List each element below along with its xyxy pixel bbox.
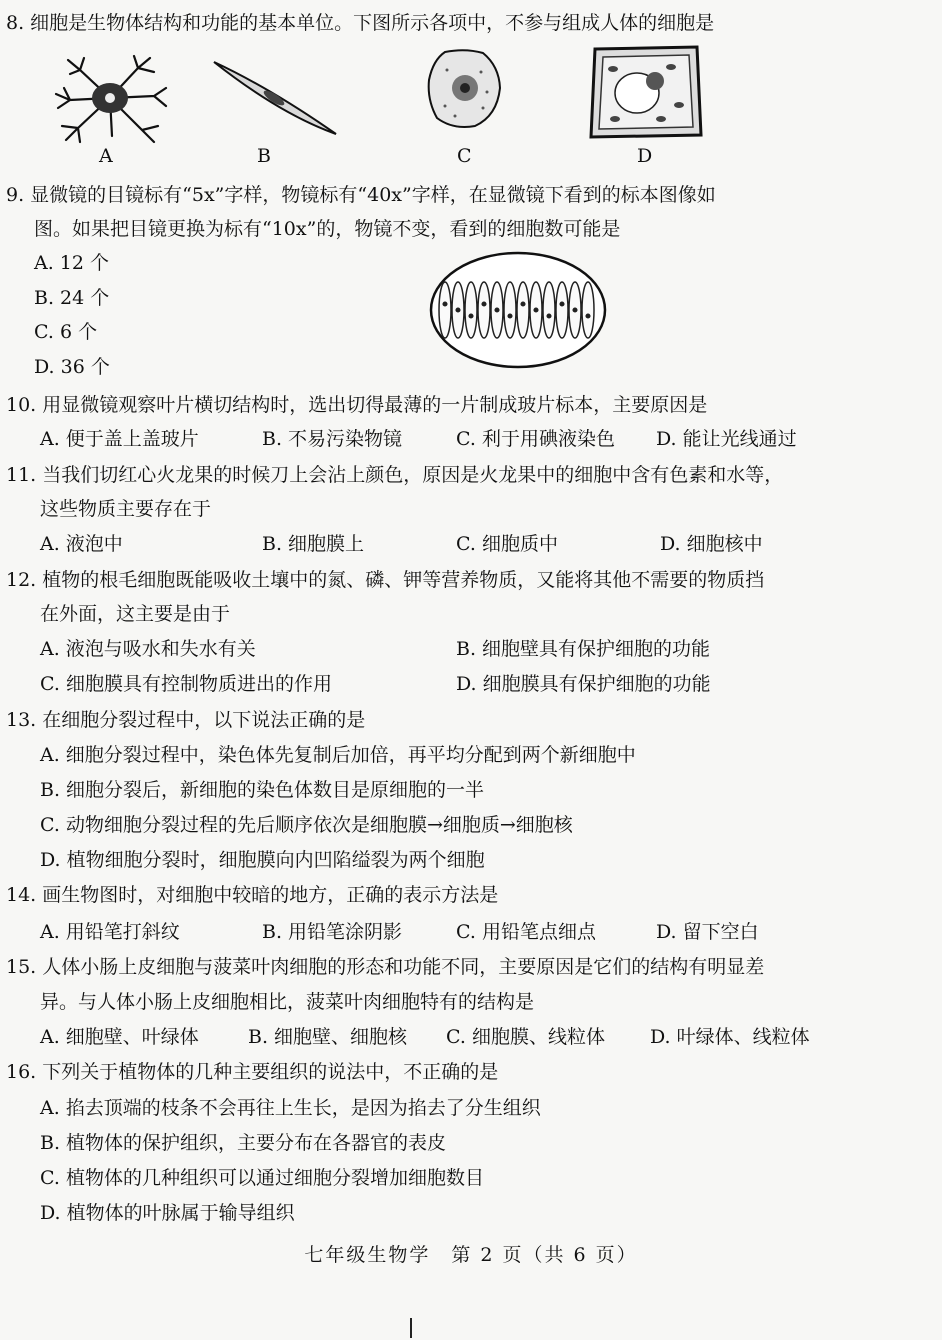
cell-nucleus-dot [573, 308, 577, 312]
q16-stem: 16. 下列关于植物体的几种主要组织的说法中，不正确的是 [6, 1061, 499, 1083]
q13-option-d[interactable]: D. 植物细胞分裂时，细胞膜向内凹陷缢裂为两个细胞 [40, 849, 485, 871]
cell-nucleus-dot [508, 314, 512, 318]
plant-cell-figure [585, 45, 705, 140]
q14-option-d[interactable]: D. 留下空白 [656, 921, 759, 943]
q15-stem-line2: 异。与人体小肠上皮细胞相比，菠菜叶肉细胞特有的结构是 [40, 991, 535, 1013]
q16-option-b[interactable]: B. 植物体的保护组织，主要分布在各器官的表皮 [40, 1132, 447, 1154]
figure-label-a: A [99, 145, 113, 167]
figure-label-d: D [637, 145, 653, 167]
q11-option-c[interactable]: C. 细胞质中 [456, 533, 558, 555]
q10-option-b[interactable]: B. 不易污染物镜 [262, 428, 403, 450]
cell-nucleus-dot [482, 302, 486, 306]
microscope-cell [556, 282, 568, 338]
q11-stem-line1: 11. 当我们切红心火龙果的时候刀上会沾上颜色，原因是火龙果中的细胞中含有色素和水等， [6, 464, 784, 486]
q8-stem: 8. 细胞是生物体结构和功能的基本单位。下图所示各项中，不参与组成人体的细胞是 [6, 12, 715, 34]
q9-option-c[interactable]: C. 6 个 [34, 321, 98, 343]
cell-nucleus-dot [547, 314, 551, 318]
q10-option-c[interactable]: C. 利于用碘液染色 [456, 428, 615, 450]
q15-option-a[interactable]: A. 细胞壁、叶绿体 [40, 1026, 199, 1048]
q11-option-b[interactable]: B. 细胞膜上 [262, 533, 365, 555]
microscope-view-figure [428, 250, 608, 370]
q9-option-d[interactable]: D. 36 个 [34, 356, 110, 378]
q11-stem-line2: 这些物质主要存在于 [40, 498, 212, 520]
q12-option-d[interactable]: D. 细胞膜具有保护细胞的功能 [456, 673, 711, 695]
q12-option-a[interactable]: A. 液泡与吸水和失水有关 [40, 638, 256, 660]
q15-option-d[interactable]: D. 叶绿体、线粒体 [650, 1026, 810, 1048]
q11-option-a[interactable]: A. 液泡中 [40, 533, 123, 555]
q14-stem: 14. 画生物图时，对细胞中较暗的地方，正确的表示方法是 [6, 884, 499, 906]
microscope-cell [543, 282, 555, 338]
cell-nucleus-dot [443, 302, 447, 306]
q16-option-d[interactable]: D. 植物体的叶脉属于输导组织 [40, 1202, 295, 1224]
q11-option-d[interactable]: D. 细胞核中 [660, 533, 763, 555]
microscope-cell [504, 282, 516, 338]
microscope-cell [582, 282, 594, 338]
microscope-cell [465, 282, 477, 338]
q9-stem-line2: 图。如果把目镜更换为标有“10x”的，物镜不变，看到的细胞数可能是 [34, 218, 621, 240]
q15-option-b[interactable]: B. 细胞壁、细胞核 [248, 1026, 408, 1048]
q13-option-a[interactable]: A. 细胞分裂过程中，染色体先复制后加倍，再平均分配到两个新细胞中 [40, 744, 636, 766]
cell-nucleus-dot [495, 308, 499, 312]
q14-option-c[interactable]: C. 用铅笔点细点 [456, 921, 596, 943]
cell-nucleus-dot [469, 314, 473, 318]
q15-option-c[interactable]: C. 细胞膜、线粒体 [446, 1026, 605, 1048]
microscope-cell [439, 282, 451, 338]
q14-option-b[interactable]: B. 用铅笔涂阴影 [262, 921, 403, 943]
q10-option-a[interactable]: A. 便于盖上盖玻片 [40, 428, 199, 450]
cell-nucleus-dot [456, 308, 460, 312]
figure-label-b: B [257, 145, 271, 167]
q16-option-a[interactable]: A. 掐去顶端的枝条不会再往上生长，是因为掐去了分生组织 [40, 1097, 541, 1119]
binding-mark [410, 1318, 412, 1338]
round-cell-figure [425, 48, 503, 130]
q10-option-d[interactable]: D. 能让光线通过 [656, 428, 797, 450]
q12-stem-line1: 12. 植物的根毛细胞既能吸收土壤中的氮、磷、钾等营养物质，又能将其他不需要的物质挡 [6, 569, 765, 591]
q9-option-a[interactable]: A. 12 个 [34, 252, 110, 274]
cell-nucleus-dot [560, 302, 564, 306]
q14-option-a[interactable]: A. 用铅笔打斜纹 [40, 921, 180, 943]
q12-stem-line2: 在外面，这主要是由于 [40, 603, 231, 625]
q15-stem-line1: 15. 人体小肠上皮细胞与菠菜叶肉细胞的形态和功能不同，主要原因是它们的结构有明显差 [6, 956, 765, 978]
q9-option-b[interactable]: B. 24 个 [34, 287, 110, 309]
microscope-cell [517, 282, 529, 338]
neuron-cell-figure [50, 50, 170, 145]
q10-stem: 10. 用显微镜观察叶片横切结构时，选出切得最薄的一片制成玻片标本，主要原因是 [6, 394, 708, 416]
muscle-cell-figure [210, 58, 340, 138]
cell-nucleus-dot [521, 302, 525, 306]
q9-stem-line1: 9. 显微镜的目镜标有“5x”字样，物镜标有“40x”字样，在显微镜下看到的标本图像如 [6, 184, 716, 206]
q12-option-b[interactable]: B. 细胞壁具有保护细胞的功能 [456, 638, 711, 660]
q13-option-b[interactable]: B. 细胞分裂后，新细胞的染色体数目是原细胞的一半 [40, 779, 485, 801]
microscope-cell [478, 282, 490, 338]
q13-stem: 13. 在细胞分裂过程中，以下说法正确的是 [6, 709, 366, 731]
page-footer: 七年级生物学 第 2 页（共 6 页） [304, 1244, 638, 1266]
figure-label-c: C [457, 145, 472, 167]
cell-nucleus-dot [534, 308, 538, 312]
q16-option-c[interactable]: C. 植物体的几种组织可以通过细胞分裂增加细胞数目 [40, 1167, 484, 1189]
cell-nucleus-dot [586, 314, 590, 318]
q12-option-c[interactable]: C. 细胞膜具有控制物质进出的作用 [40, 673, 332, 695]
q13-option-c[interactable]: C. 动物细胞分裂过程的先后顺序依次是细胞膜→细胞质→细胞核 [40, 814, 573, 836]
